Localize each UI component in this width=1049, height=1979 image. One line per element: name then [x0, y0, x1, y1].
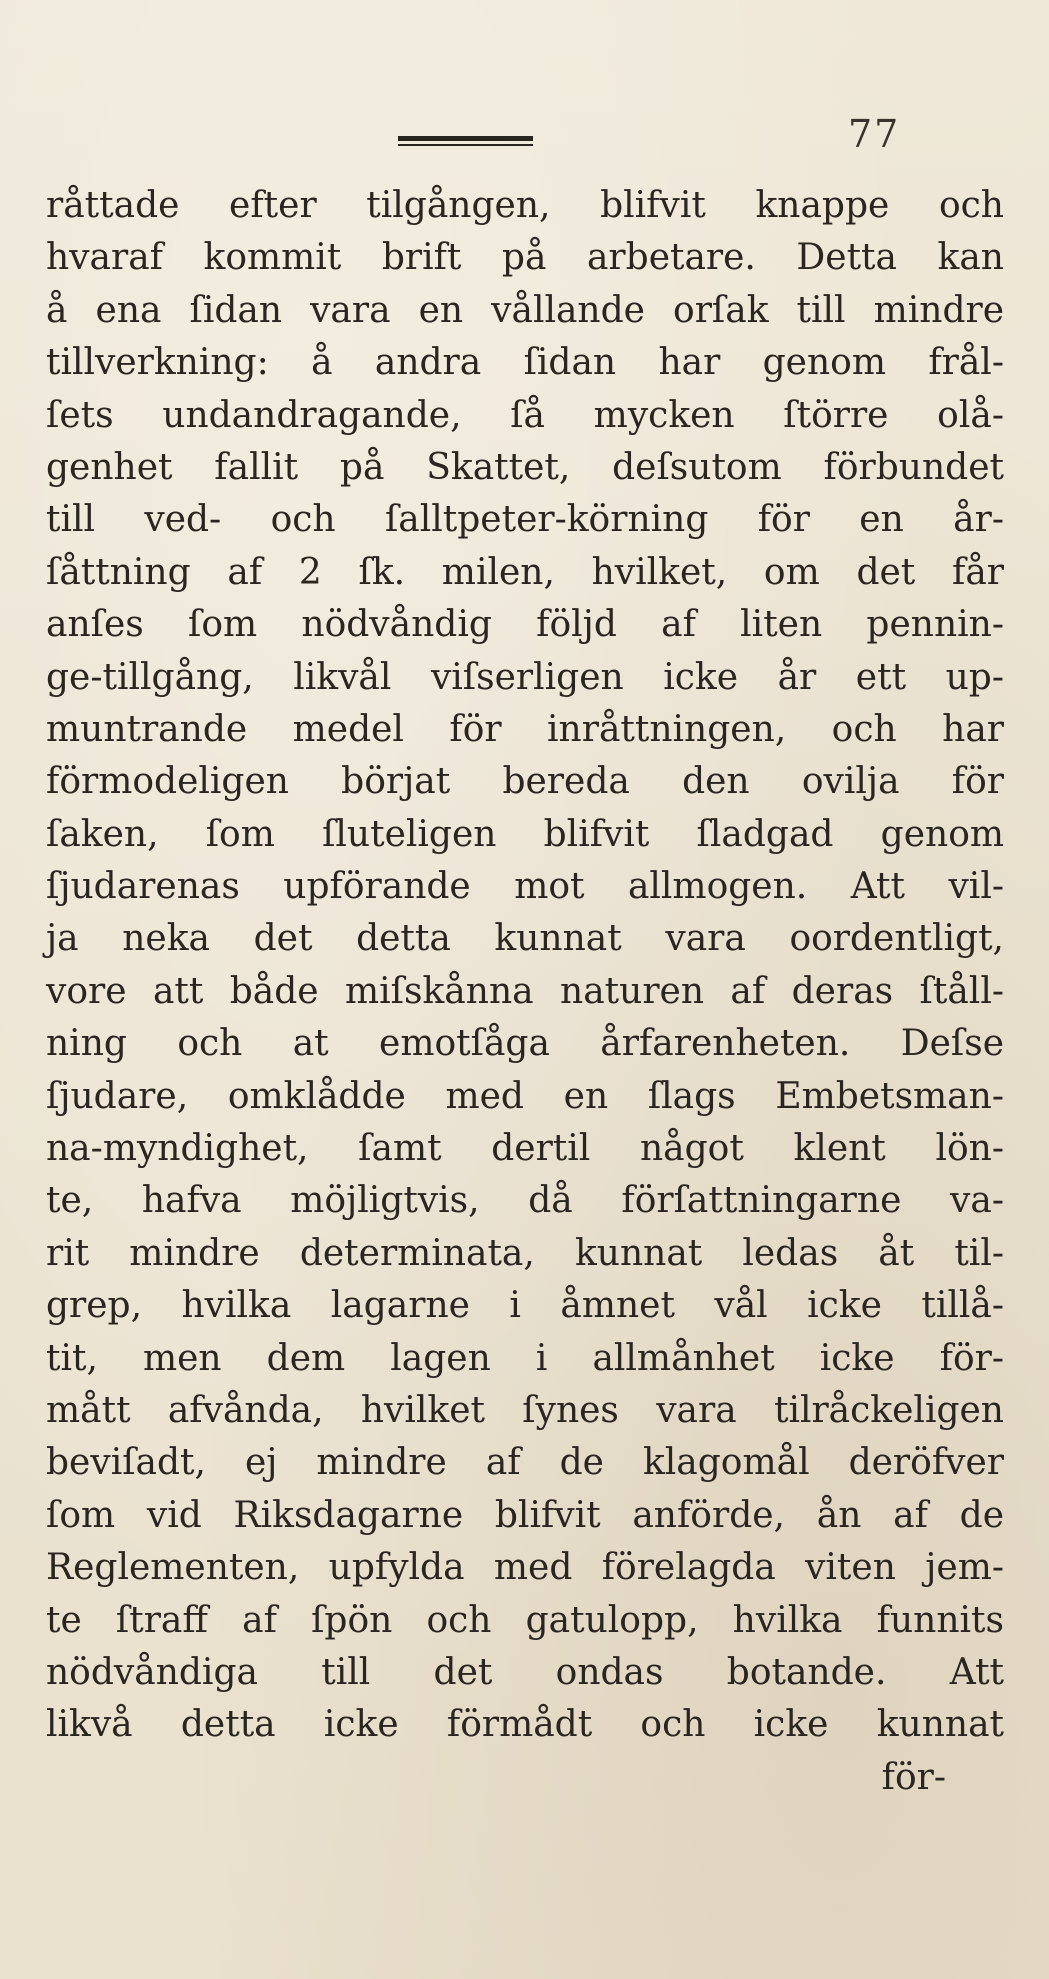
text-line: ſjudarenas upförande mot allmogen. Att vil-: [46, 866, 1004, 908]
text-line: vore att både miſskånna naturen af deras ſtåll-: [46, 970, 1004, 1012]
text-line: ſjudare, omklådde med en ſlags Embetsman-: [46, 1075, 1004, 1117]
text-line: te ſtraff af ſpön och gatulopp, hvilka funnits: [46, 1599, 1004, 1641]
text-line: beviſadt, ej mindre af de klagomål deröfver: [46, 1442, 1004, 1484]
text-line: förmodeligen börjat bereda den ovilja för: [46, 761, 1004, 803]
text-line: tit, men dem lagen i allmånhet icke för-: [46, 1337, 1004, 1379]
text-line: muntrande medel för inråttningen, och har: [46, 708, 1004, 750]
text-line: till ved- och ſalltpeter-körning för en år-: [46, 499, 1004, 541]
text-line: anſes ſom nödvåndig följd af liten pennin-: [46, 604, 1004, 646]
text-line: ſaken, ſom ſluteligen blifvit ſladgad genom: [46, 813, 1004, 855]
catchword: för-: [881, 1756, 946, 1798]
text-line: likvå detta icke förmådt och icke kunnat: [46, 1704, 1004, 1746]
body-text: [46, 180, 1004, 1804]
text-line: na-myndighet, ſamt dertil något klent lön-: [46, 1128, 1004, 1170]
text-line: ſets undandragande, ſå mycken ſtörre olå-: [46, 394, 1004, 436]
text-line: å ena ſidan vara en vållande orſak till mindre: [46, 289, 1004, 331]
text-line: ſom vid Riksdagarne blifvit anförde, ån af de: [46, 1494, 1004, 1536]
text-line: tillverkning: å andra ſidan har genom frål-: [46, 342, 1004, 384]
header-rule-thick: [398, 136, 533, 141]
text-line: ſåttning af 2 ſk. milen, hvilket, om det får: [46, 551, 1004, 593]
text-line: genhet fallit på Skattet, deſsutom förbundet: [46, 446, 1004, 488]
text-line: Reglementen, upfylda med förelagda viten jem-: [46, 1547, 1004, 1589]
header-rule-thin: [398, 144, 533, 146]
text-line: mått afvånda, hvilket ſynes vara tilråckeligen: [46, 1389, 1004, 1431]
header-ornament-rule: [398, 136, 533, 148]
text-line: grep, hvilka lagarne i åmnet vål icke tillå-: [46, 1285, 1004, 1327]
text-line: rit mindre determinata, kunnat ledas åt til-: [46, 1232, 1004, 1274]
text-line: råttade efter tilgången, blifvit knappe och: [46, 185, 1004, 226]
text-line: hvaraf kommit brift på arbetare. Detta kan: [46, 237, 1004, 279]
text-line: ning och at emotſåga årfarenheten. Deſse: [46, 1023, 1004, 1065]
text-line: ja neka det detta kunnat vara oordentligt,: [46, 918, 1004, 960]
page-number: 77: [848, 112, 901, 156]
text-line: te, hafva möjligtvis, då förſattningarne va-: [46, 1180, 1004, 1222]
text-line: ge-tillgång, likvål viſserligen icke år ett up-: [46, 656, 1004, 698]
text-line: nödvåndiga till det ondas botande. Att: [46, 1651, 1004, 1693]
